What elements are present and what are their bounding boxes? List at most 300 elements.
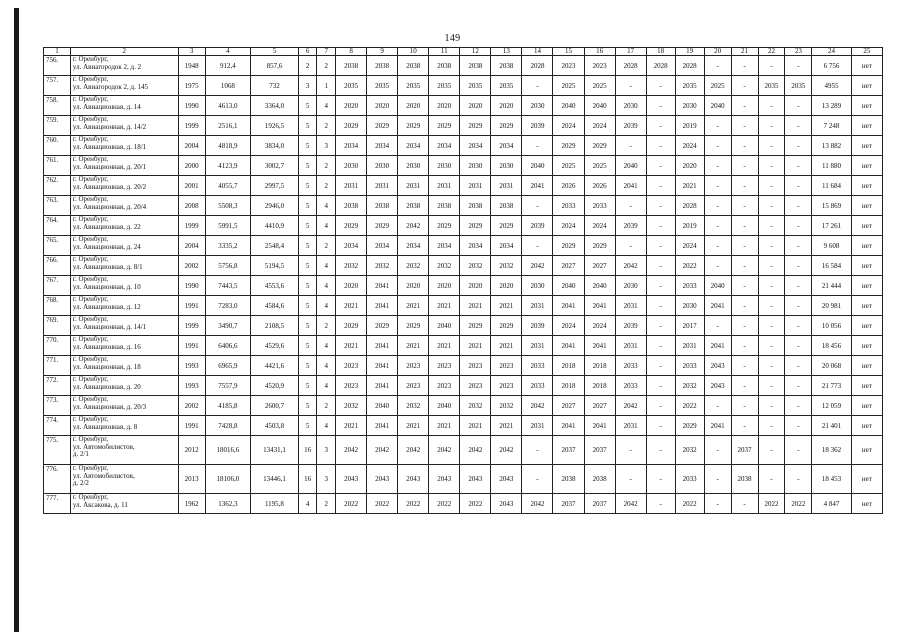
address-line: г. Оренбург,: [72, 95, 109, 103]
address-line: ул. Авиационная, д. 14: [72, 102, 141, 111]
table-cell: 2038: [336, 196, 367, 216]
table-cell: 2029: [429, 216, 460, 236]
row-number: 758.: [44, 96, 71, 116]
table-cell: 2025: [553, 76, 584, 96]
table-cell: 13446,1: [251, 465, 299, 494]
table-cell: 2108,5: [251, 316, 299, 336]
table-cell: 2038: [429, 56, 460, 76]
table-cell: 2002: [178, 256, 205, 276]
table-cell: 2031: [491, 176, 522, 196]
table-cell: 1195,8: [251, 494, 299, 514]
table-row: [44, 396, 883, 416]
table-cell: -: [758, 296, 785, 316]
table-cell: 4: [317, 96, 336, 116]
column-number: 12: [460, 48, 491, 56]
table-cell: 1948: [178, 56, 205, 76]
table-cell: 2021: [460, 296, 491, 316]
table-cell: 4: [317, 356, 336, 376]
table-cell: 5: [298, 356, 317, 376]
table-cell: 2023: [460, 356, 491, 376]
table-cell: 2034: [367, 236, 398, 256]
table-cell: 1: [317, 76, 336, 96]
table-cell: 2020: [460, 96, 491, 116]
table-cell: -: [731, 176, 758, 196]
table-cell: 1993: [178, 356, 205, 376]
table-cell: 2021: [460, 416, 491, 436]
table-cell: 3: [317, 136, 336, 156]
table-cell: -: [704, 436, 731, 465]
table-cell: 2033: [584, 196, 615, 216]
table-cell: нет: [851, 136, 882, 156]
table-cell: 2039: [522, 216, 553, 236]
table-cell: -: [758, 116, 785, 136]
table-cell: 2030: [522, 96, 553, 116]
table-cell: 2020: [398, 276, 429, 296]
address-line: ул. Авиационная, д. 18/1: [72, 142, 147, 151]
table-cell: 2032: [336, 396, 367, 416]
table-cell: нет: [851, 436, 882, 465]
table-cell: 2: [317, 156, 336, 176]
column-number: 22: [758, 48, 785, 56]
table-cell: -: [731, 316, 758, 336]
table-cell: -: [731, 256, 758, 276]
table-row: [44, 116, 883, 136]
table-cell: -: [758, 236, 785, 256]
address-line: г. Оренбург,: [72, 295, 109, 303]
table-cell: 2024: [553, 116, 584, 136]
table-row: [44, 236, 883, 256]
address-cell: [70, 156, 178, 176]
table-cell: -: [758, 416, 785, 436]
address-cell: [70, 216, 178, 236]
address-line: ул. Авиационная, д. 10: [72, 282, 141, 291]
table-cell: 2034: [367, 136, 398, 156]
table-cell: -: [758, 156, 785, 176]
address-line: г. Оренбург,: [72, 75, 109, 83]
table-cell: 1068: [205, 76, 251, 96]
table-cell: 2017: [675, 316, 704, 336]
row-number: 757.: [44, 76, 71, 96]
column-number: 7: [317, 48, 336, 56]
table-cell: 4584,6: [251, 296, 299, 316]
table-cell: 2040: [584, 96, 615, 116]
table-cell: 2043: [460, 465, 491, 494]
table-cell: 5: [298, 216, 317, 236]
table-cell: 2021: [675, 176, 704, 196]
table-cell: 2041: [367, 336, 398, 356]
table-cell: 2023: [398, 356, 429, 376]
table-cell: -: [522, 436, 553, 465]
table-cell: -: [731, 236, 758, 256]
table-cell: 2548,4: [251, 236, 299, 256]
table-cell: 1362,3: [205, 494, 251, 514]
table-row: [44, 96, 883, 116]
address-line: ул. Авиагородок 2, д. 145: [72, 82, 149, 91]
column-number: 8: [336, 48, 367, 56]
table-cell: 2021: [398, 296, 429, 316]
column-number: 21: [731, 48, 758, 56]
table-cell: нет: [851, 276, 882, 296]
table-cell: 2018: [584, 376, 615, 396]
table-cell: 2041: [367, 416, 398, 436]
table-cell: 2034: [336, 136, 367, 156]
address-line: ул. Авиационная, д. 22: [72, 222, 141, 231]
table-cell: -: [785, 416, 812, 436]
table-cell: 2035: [675, 76, 704, 96]
table-cell: 3335,2: [205, 236, 251, 256]
table-cell: 2023: [460, 376, 491, 396]
address-line: д. 2/2: [72, 479, 89, 487]
table-cell: -: [785, 356, 812, 376]
table-cell: -: [646, 316, 675, 336]
table-cell: 2021: [398, 416, 429, 436]
table-cell: 18 453: [812, 465, 851, 494]
table-cell: 2042: [491, 436, 522, 465]
table-cell: 2025: [584, 156, 615, 176]
table-cell: 2043: [704, 376, 731, 396]
table-row: [44, 376, 883, 396]
address-cell: [70, 465, 178, 494]
table-cell: 2020: [429, 276, 460, 296]
table-cell: 2024: [553, 216, 584, 236]
address-line: г. Оренбург,: [72, 175, 109, 183]
table-cell: 2020: [491, 276, 522, 296]
table-cell: 2041: [553, 336, 584, 356]
table-cell: нет: [851, 76, 882, 96]
table-cell: 4055,7: [205, 176, 251, 196]
table-cell: 2031: [367, 176, 398, 196]
table-cell: -: [704, 176, 731, 196]
table-cell: 2035: [758, 76, 785, 96]
table-cell: 2043: [429, 465, 460, 494]
table-cell: 2031: [615, 416, 646, 436]
table-cell: -: [785, 196, 812, 216]
table-cell: 5991,5: [205, 216, 251, 236]
address-line: ул. Авиационная, д. 8: [72, 422, 138, 431]
table-cell: 2022: [398, 494, 429, 514]
table-cell: 12 059: [812, 396, 851, 416]
table-cell: -: [646, 416, 675, 436]
table-cell: -: [646, 436, 675, 465]
table-cell: 2018: [553, 376, 584, 396]
row-number: 756.: [44, 56, 71, 76]
table-cell: 2021: [336, 336, 367, 356]
table-cell: -: [758, 276, 785, 296]
table-cell: 1999: [178, 216, 205, 236]
table-cell: -: [646, 96, 675, 116]
table-cell: 2021: [491, 416, 522, 436]
table-cell: 2043: [398, 465, 429, 494]
table-cell: 2029: [584, 136, 615, 156]
table-cell: 2022: [336, 494, 367, 514]
table-cell: 2033: [675, 276, 704, 296]
table-cell: 6 756: [812, 56, 851, 76]
table-cell: 4529,6: [251, 336, 299, 356]
address-cell: [70, 56, 178, 76]
table-cell: 2034: [491, 136, 522, 156]
address-line: ул. Авиационная, д. 20: [72, 382, 141, 391]
table-cell: 2037: [731, 436, 758, 465]
address-line: д. 2/1: [72, 450, 89, 458]
table-cell: -: [704, 136, 731, 156]
table-cell: 2035: [336, 76, 367, 96]
table-cell: -: [785, 436, 812, 465]
table-cell: 4410,9: [251, 216, 299, 236]
table-cell: 2031: [675, 336, 704, 356]
column-number: 25: [851, 48, 882, 56]
table-cell: 11 684: [812, 176, 851, 196]
table-cell: 2: [317, 116, 336, 136]
address-line: г. Оренбург,: [72, 115, 109, 123]
table-cell: 2037: [584, 494, 615, 514]
table-cell: -: [522, 465, 553, 494]
table-cell: -: [758, 196, 785, 216]
table-cell: 2029: [460, 116, 491, 136]
table-cell: 21 444: [812, 276, 851, 296]
address-line: г. Оренбург,: [72, 55, 109, 63]
table-cell: 2033: [615, 376, 646, 396]
address-cell: [70, 396, 178, 416]
table-cell: 5: [298, 236, 317, 256]
table-cell: 2040: [429, 396, 460, 416]
table-cell: 2031: [398, 176, 429, 196]
address-line: г. Оренбург,: [72, 215, 109, 223]
table-cell: 2028: [522, 56, 553, 76]
table-cell: -: [731, 96, 758, 116]
address-line: ул. Авиационная, д. 20/2: [72, 182, 147, 191]
table-row: [44, 276, 883, 296]
table-cell: -: [646, 396, 675, 416]
table-cell: 1991: [178, 296, 205, 316]
table-cell: 2033: [553, 196, 584, 216]
table-cell: -: [758, 216, 785, 236]
table-cell: 2039: [522, 316, 553, 336]
row-number: 771.: [44, 356, 71, 376]
table-cell: 2: [317, 236, 336, 256]
table-cell: 1990: [178, 276, 205, 296]
table-row: [44, 316, 883, 336]
table-cell: 2033: [675, 356, 704, 376]
table-cell: 2: [317, 176, 336, 196]
address-line: г. Оренбург,: [72, 155, 109, 163]
column-number: 18: [646, 48, 675, 56]
table-row: [44, 436, 883, 465]
table-cell: -: [522, 76, 553, 96]
table-cell: 2030: [491, 156, 522, 176]
table-row: [44, 494, 883, 514]
table-cell: 2028: [615, 56, 646, 76]
table-cell: 2023: [336, 356, 367, 376]
table-cell: 4955: [812, 76, 851, 96]
table-cell: -: [646, 376, 675, 396]
table-cell: 2031: [615, 296, 646, 316]
table-cell: нет: [851, 156, 882, 176]
table-cell: 2030: [675, 96, 704, 116]
table-cell: 2030: [429, 156, 460, 176]
table-cell: 2031: [429, 176, 460, 196]
table-cell: 2040: [704, 276, 731, 296]
column-number: 9: [367, 48, 398, 56]
table-cell: 2029: [491, 316, 522, 336]
table-cell: 2038: [460, 196, 491, 216]
table-cell: 2039: [615, 216, 646, 236]
table-cell: 5: [298, 156, 317, 176]
table-cell: 2001: [178, 176, 205, 196]
table-cell: 2041: [367, 376, 398, 396]
table-cell: -: [646, 116, 675, 136]
table-cell: -: [785, 316, 812, 336]
table-cell: 2029: [429, 116, 460, 136]
table-cell: 2024: [584, 316, 615, 336]
table-cell: 16: [298, 436, 317, 465]
address-line: г. Оренбург,: [72, 375, 109, 383]
housing-register-table: [43, 47, 883, 514]
table-cell: 1999: [178, 316, 205, 336]
table-cell: -: [646, 296, 675, 316]
table-cell: 2029: [491, 216, 522, 236]
table-cell: 3: [317, 465, 336, 494]
table-cell: -: [758, 356, 785, 376]
table-cell: 6965,9: [205, 356, 251, 376]
table-cell: -: [646, 256, 675, 276]
table-cell: -: [785, 376, 812, 396]
table-cell: 2027: [584, 256, 615, 276]
address-line: г. Оренбург,: [72, 415, 109, 423]
table-cell: -: [731, 196, 758, 216]
table-cell: нет: [851, 396, 882, 416]
table-cell: 2043: [491, 494, 522, 514]
table-cell: 2032: [460, 256, 491, 276]
table-cell: 2041: [553, 296, 584, 316]
table-cell: -: [758, 376, 785, 396]
table-cell: 2031: [336, 176, 367, 196]
table-cell: 2038: [367, 56, 398, 76]
table-cell: -: [785, 56, 812, 76]
address-cell: [70, 276, 178, 296]
table-cell: 4: [317, 376, 336, 396]
table-cell: 2022: [785, 494, 812, 514]
table-cell: 16 584: [812, 256, 851, 276]
table-cell: -: [785, 116, 812, 136]
table-row: [44, 416, 883, 436]
table-cell: -: [615, 76, 646, 96]
table-cell: 2021: [398, 336, 429, 356]
column-number: 17: [615, 48, 646, 56]
column-number: 5: [251, 48, 299, 56]
row-number: 776.: [44, 465, 71, 494]
table-cell: 2034: [398, 236, 429, 256]
table-cell: 2023: [429, 376, 460, 396]
table-cell: 2029: [460, 216, 491, 236]
table-cell: 2041: [584, 416, 615, 436]
table-row: [44, 356, 883, 376]
table-cell: 2020: [367, 96, 398, 116]
table-cell: -: [704, 396, 731, 416]
address-cell: [70, 376, 178, 396]
table-cell: нет: [851, 176, 882, 196]
table-cell: 2022: [758, 494, 785, 514]
table-cell: 2004: [178, 236, 205, 256]
table-cell: 2022: [675, 256, 704, 276]
table-cell: -: [646, 196, 675, 216]
table-cell: 4613,0: [205, 96, 251, 116]
table-cell: 2025: [553, 156, 584, 176]
table-cell: -: [704, 494, 731, 514]
table-cell: 2031: [615, 336, 646, 356]
table-cell: 1991: [178, 416, 205, 436]
column-number: 14: [522, 48, 553, 56]
address-line: г. Оренбург,: [72, 493, 109, 501]
table-cell: 2022: [367, 494, 398, 514]
table-cell: 2029: [675, 416, 704, 436]
table-cell: 4: [317, 276, 336, 296]
table-cell: 2946,0: [251, 196, 299, 216]
table-cell: 4: [298, 494, 317, 514]
column-number: 2: [70, 48, 178, 56]
table-cell: -: [646, 336, 675, 356]
table-cell: нет: [851, 376, 882, 396]
table-row: [44, 56, 883, 76]
table-cell: -: [704, 465, 731, 494]
address-line: ул. Авиационная, д. 20/4: [72, 202, 147, 211]
table-cell: 2043: [491, 465, 522, 494]
address-cell: [70, 416, 178, 436]
column-number: 24: [812, 48, 851, 56]
table-cell: -: [731, 156, 758, 176]
table-cell: 4520,9: [251, 376, 299, 396]
table-cell: 2032: [429, 256, 460, 276]
column-number: 10: [398, 48, 429, 56]
column-number: 20: [704, 48, 731, 56]
table-cell: 2035: [429, 76, 460, 96]
address-cell: [70, 236, 178, 256]
table-cell: -: [615, 436, 646, 465]
table-cell: 2034: [429, 136, 460, 156]
table-cell: 2000: [178, 156, 205, 176]
table-cell: 2012: [178, 436, 205, 465]
column-number: 13: [491, 48, 522, 56]
table-cell: 2032: [336, 256, 367, 276]
table-cell: 2029: [367, 316, 398, 336]
column-number: 6: [298, 48, 317, 56]
table-cell: 5: [298, 176, 317, 196]
table-cell: 2022: [675, 396, 704, 416]
table-cell: 20 981: [812, 296, 851, 316]
address-line: г. Оренбург,: [72, 195, 109, 203]
table-cell: 2030: [336, 156, 367, 176]
table-cell: -: [785, 336, 812, 356]
table-cell: 5: [298, 196, 317, 216]
table-cell: 2042: [398, 216, 429, 236]
table-cell: 2038: [460, 56, 491, 76]
table-cell: нет: [851, 465, 882, 494]
table-cell: 2018: [553, 356, 584, 376]
address-line: г. Оренбург,: [72, 464, 109, 472]
table-cell: 2038: [398, 196, 429, 216]
table-cell: 4503,8: [251, 416, 299, 436]
table-cell: 2040: [553, 96, 584, 116]
row-number: 766.: [44, 256, 71, 276]
column-number: 4: [205, 48, 251, 56]
table-cell: 1975: [178, 76, 205, 96]
table-row: [44, 136, 883, 156]
table-cell: 2040: [584, 276, 615, 296]
table-cell: -: [731, 416, 758, 436]
table-cell: 7557,9: [205, 376, 251, 396]
address-cell: [70, 296, 178, 316]
table-cell: 2041: [704, 416, 731, 436]
table-cell: 2031: [522, 296, 553, 316]
